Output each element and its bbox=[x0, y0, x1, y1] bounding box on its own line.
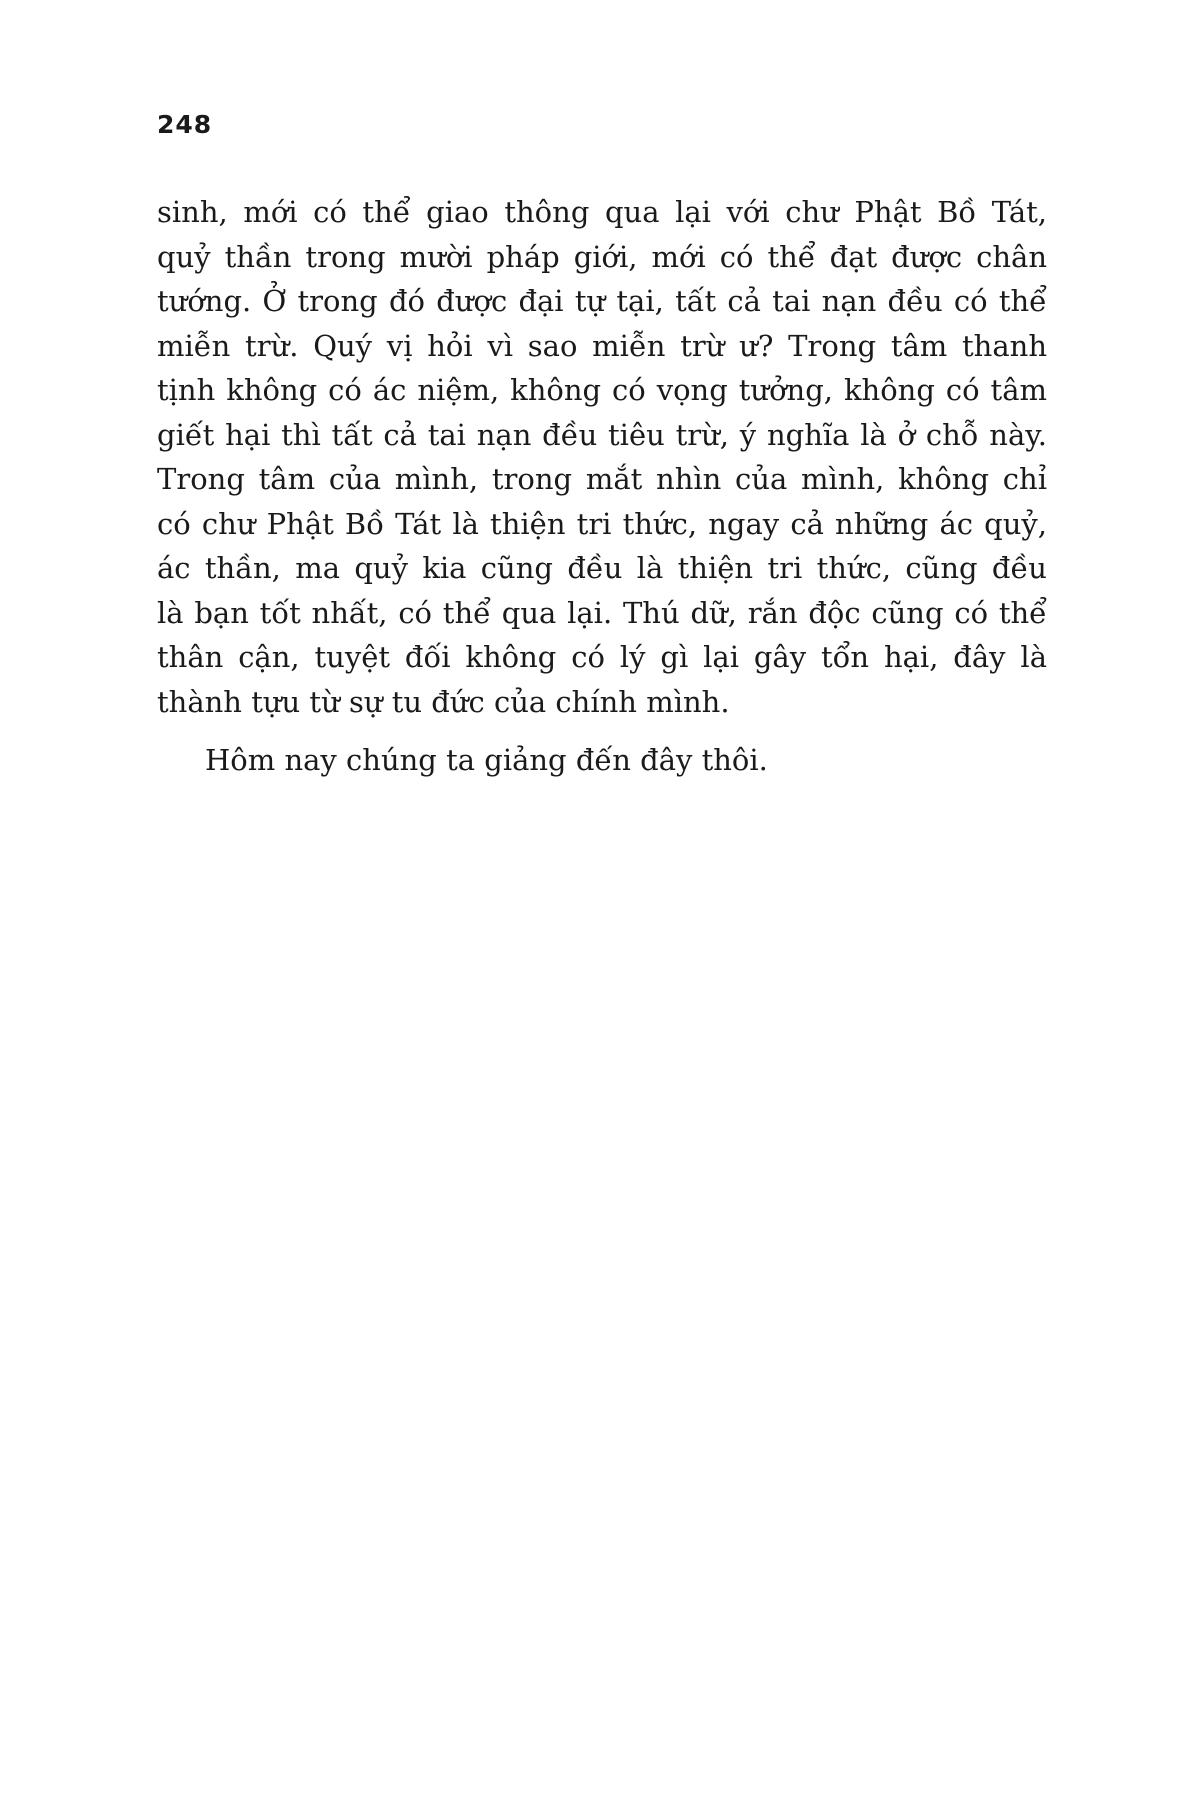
text-line: tướng. Ở trong đó được đại tự tại, tất cả tai nạn đều có thể bbox=[157, 284, 1047, 318]
text-line: là bạn tốt nhất, có thể qua lại. Thú dữ, rắn độc cũng có thể bbox=[157, 595, 1047, 630]
text-line: quỷ thần trong mười pháp giới, mới có thể đạt được chân bbox=[157, 239, 1047, 274]
text-line: ác thần, ma quỷ kia cũng đều là thiện tri thức, cũng đều bbox=[157, 551, 1047, 585]
paragraph-2: Hôm nay chúng ta giảng đến đây thôi. bbox=[205, 743, 768, 777]
text-line: có chư Phật Bồ Tát là thiện tri thức, ngay cả những ác quỷ, bbox=[157, 506, 1047, 541]
page-number: 248 bbox=[157, 110, 213, 139]
text-line: sinh, mới có thể giao thông qua lại với chư Phật Bồ Tát, bbox=[157, 195, 1047, 229]
paragraph-1 bbox=[157, 190, 1047, 724]
text-line: tịnh không có ác niệm, không có vọng tưởng, không có tâm bbox=[157, 373, 1047, 407]
text-line: thành tựu từ sự tu đức của chính mình. bbox=[157, 684, 730, 719]
text-line: giết hại thì tất cả tai nạn đều tiêu trừ, ý nghĩa là ở chỗ này. bbox=[157, 417, 1047, 452]
text-line: Trong tâm của mình, trong mắt nhìn của mình, không chỉ bbox=[157, 462, 1047, 496]
body-text bbox=[157, 190, 1047, 783]
text-line: miễn trừ. Quý vị hỏi vì sao miễn trừ ư? Trong tâm thanh bbox=[157, 328, 1047, 363]
text-line: thân cận, tuyệt đối không có lý gì lại gây tổn hại, đây là bbox=[157, 640, 1047, 674]
